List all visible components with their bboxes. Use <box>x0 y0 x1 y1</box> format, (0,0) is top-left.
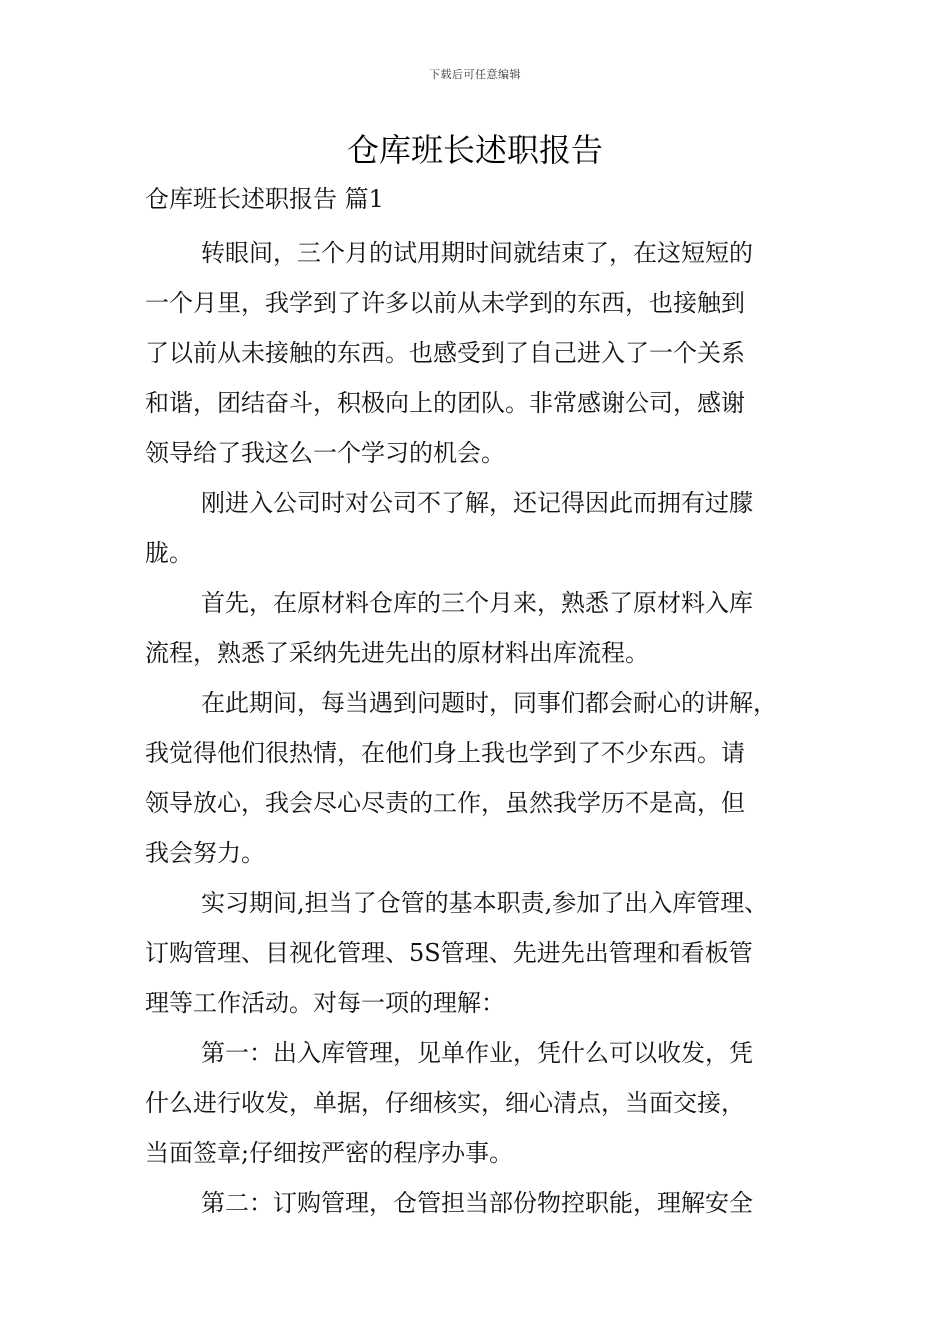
paragraph-line: 订购管理、目视化管理、5S管理、先进先出管理和看板管 <box>145 939 753 967</box>
paragraph-3 <box>145 578 815 678</box>
paragraph-line: 实习期间,担当了仓管的基本职责,参加了出入库管理、 <box>201 889 769 917</box>
paragraph-line: 了以前从未接触的东西。也感受到了自己进入了一个关系 <box>145 339 745 367</box>
paragraph-line: 领导放心，我会尽心尽责的工作，虽然我学历不是高，但 <box>145 789 745 817</box>
section-heading: 仓库班长述职报告 篇1 <box>145 185 384 213</box>
paragraph-line: 我觉得他们很热情，在他们身上我也学到了不少东西。请 <box>145 739 745 767</box>
paragraph-7 <box>145 1178 815 1228</box>
paragraph-line: 领导给了我这么一个学习的机会。 <box>145 439 505 467</box>
paragraph-line: 一个月里，我学到了许多以前从未学到的东西，也接触到 <box>145 289 745 317</box>
paragraph-6 <box>145 1028 815 1178</box>
paragraph-line: 刚进入公司时对公司不了解，还记得因此而拥有过朦 <box>201 489 753 517</box>
paragraph-1 <box>145 228 815 478</box>
paragraph-line: 胧。 <box>145 539 193 567</box>
paragraph-line: 我会努力。 <box>145 839 265 867</box>
header-note: 下载后可任意编辑 <box>429 68 521 81</box>
paragraph-line: 第二：订购管理，仓管担当部份物控职能，理解安全 <box>201 1189 753 1217</box>
paragraph-4 <box>145 678 815 878</box>
paragraph-line: 什么进行收发，单据，仔细核实，细心清点，当面交接， <box>145 1089 745 1117</box>
paragraph-line: 理等工作活动。对每一项的理解： <box>145 989 505 1017</box>
paragraph-line: 首先，在原材料仓库的三个月来，熟悉了原材料入库 <box>201 589 753 617</box>
paragraph-5 <box>145 878 815 1028</box>
paragraph-2 <box>145 478 815 578</box>
paragraph-line: 在此期间，每当遇到问题时，同事们都会耐心的讲解， <box>201 689 777 717</box>
paragraph-line: 流程，熟悉了采纳先进先出的原材料出库流程。 <box>145 639 649 667</box>
document-title: 仓库班长述职报告 <box>346 131 603 169</box>
document-body <box>145 178 815 1228</box>
paragraph-line: 转眼间，三个月的试用期时间就结束了，在这短短的 <box>201 239 753 267</box>
paragraph-line: 第一：出入库管理，见单作业，凭什么可以收发，凭 <box>201 1039 753 1067</box>
paragraph-line: 和谐，团结奋斗，积极向上的团队。非常感谢公司，感谢 <box>145 389 745 417</box>
paragraph-line: 当面签章;仔细按严密的程序办事。 <box>145 1139 514 1167</box>
